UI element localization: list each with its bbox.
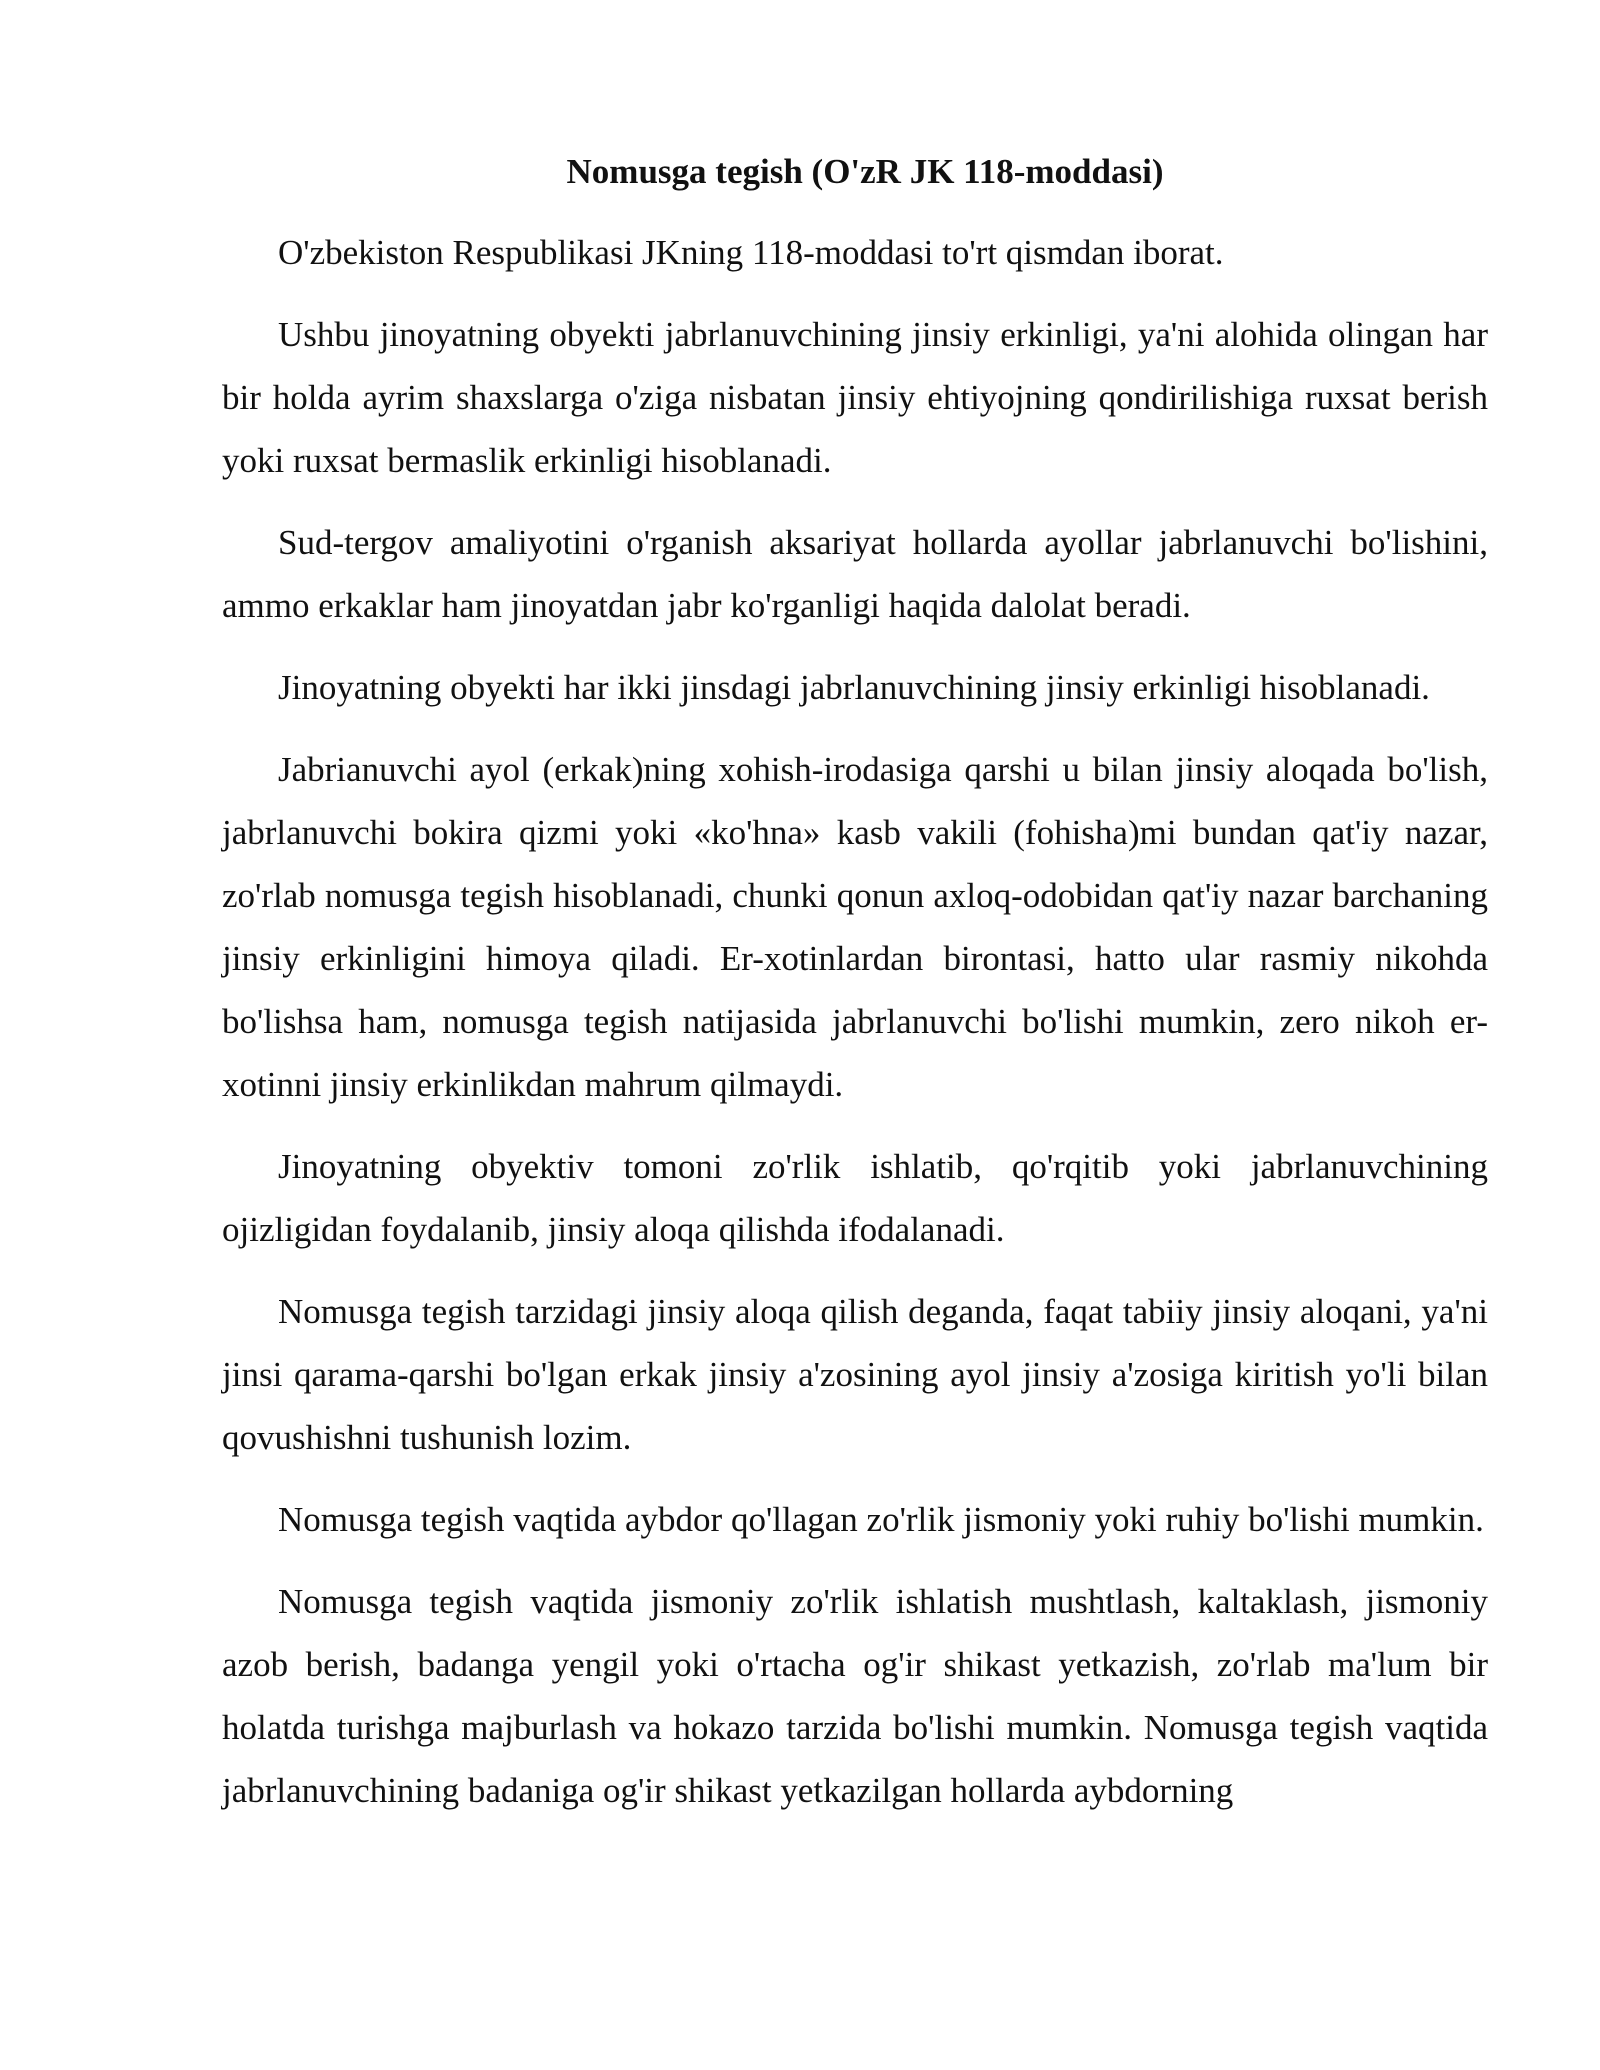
paragraph-5: Jabrianuvchi ayol (erkak)ning xohish-irodasiga qarshi u bilan jinsiy aloqada bo'lish, jabrlanuvchi bokira qizmi yoki «ko'hna» kasb vakili (fohisha)mi bundan qat'iy nazar, zo'rlab nomusga tegish hisoblanadi, chunki qonun axloq-odobidan qat'iy nazar barchaning jinsiy erkinligini himoya qiladi. Er-xotinlardan birontasi, hatto ular rasmiy nikohda bo'lishsa ham, nomusga tegish natijasida jabrlanuvchi bo'lishi mumkin, zero nikoh er-xotinni jinsiy erkinlikdan mahrum qilmaydi.: [222, 750, 1488, 1104]
document-title: Nomusga tegish (O'zR JK 118-moddasi): [566, 152, 1164, 191]
paragraph-4: Jinoyatning obyekti har ikki jinsdagi jabrlanuvchining jinsiy erkinligi hisoblanadi.: [278, 668, 1430, 707]
document-body: [222, 140, 1488, 1841]
paragraph-1: O'zbekiston Respublikasi JKning 118-moddasi to'rt qismdan iborat.: [278, 233, 1224, 272]
paragraph-3: Sud-tergov amaliyotini o'rganish aksariyat hollarda ayollar jabrlanuvchi bo'lishini, ammo erkaklar ham jinoyatdan jabr ko'rganligi haqida dalolat beradi.: [222, 523, 1488, 625]
paragraph-8: Nomusga tegish vaqtida aybdor qo'llagan zo'rlik jismoniy yoki ruhiy bo'lishi mumkin.: [278, 1500, 1484, 1539]
paragraph-9: Nomusga tegish vaqtida jismoniy zo'rlik ishlatish mushtlash, kaltaklash, jismoniy azob berish, badanga yengil yoki o'rtacha og'ir shikast yetkazish, zo'rlab ma'lum bir holatda turishga majburlash va hokazo tarzida bo'lishi mumkin. Nomusga tegish vaqtida jabrlanuvchining badaniga og'ir shikast yetkazilgan hollarda aybdorning: [222, 1582, 1488, 1810]
paragraph-7: Nomusga tegish tarzidagi jinsiy aloqa qilish deganda, faqat tabiiy jinsiy aloqani, ya'ni jinsi qarama-qarshi bo'lgan erkak jinsiy a'zosining ayol jinsiy a'zosiga kiritish yo'li bilan qovushishni tushunish lozim.: [222, 1292, 1488, 1457]
paragraph-2: Ushbu jinoyatning obyekti jabrlanuvchining jinsiy erkinligi, ya'ni alohida olingan har bir holda ayrim shaxslarga o'ziga nisbatan jinsiy ehtiyojning qondirilishiga ruxsat berish yoki ruxsat bermaslik erkinligi hisoblanadi.: [222, 315, 1488, 480]
paragraph-6: Jinoyatning obyektiv tomoni zo'rlik ishlatib, qo'rqitib yoki jabrlanuvchining ojizligidan foydalanib, jinsiy aloqa qilishda ifodalanadi.: [222, 1147, 1488, 1249]
